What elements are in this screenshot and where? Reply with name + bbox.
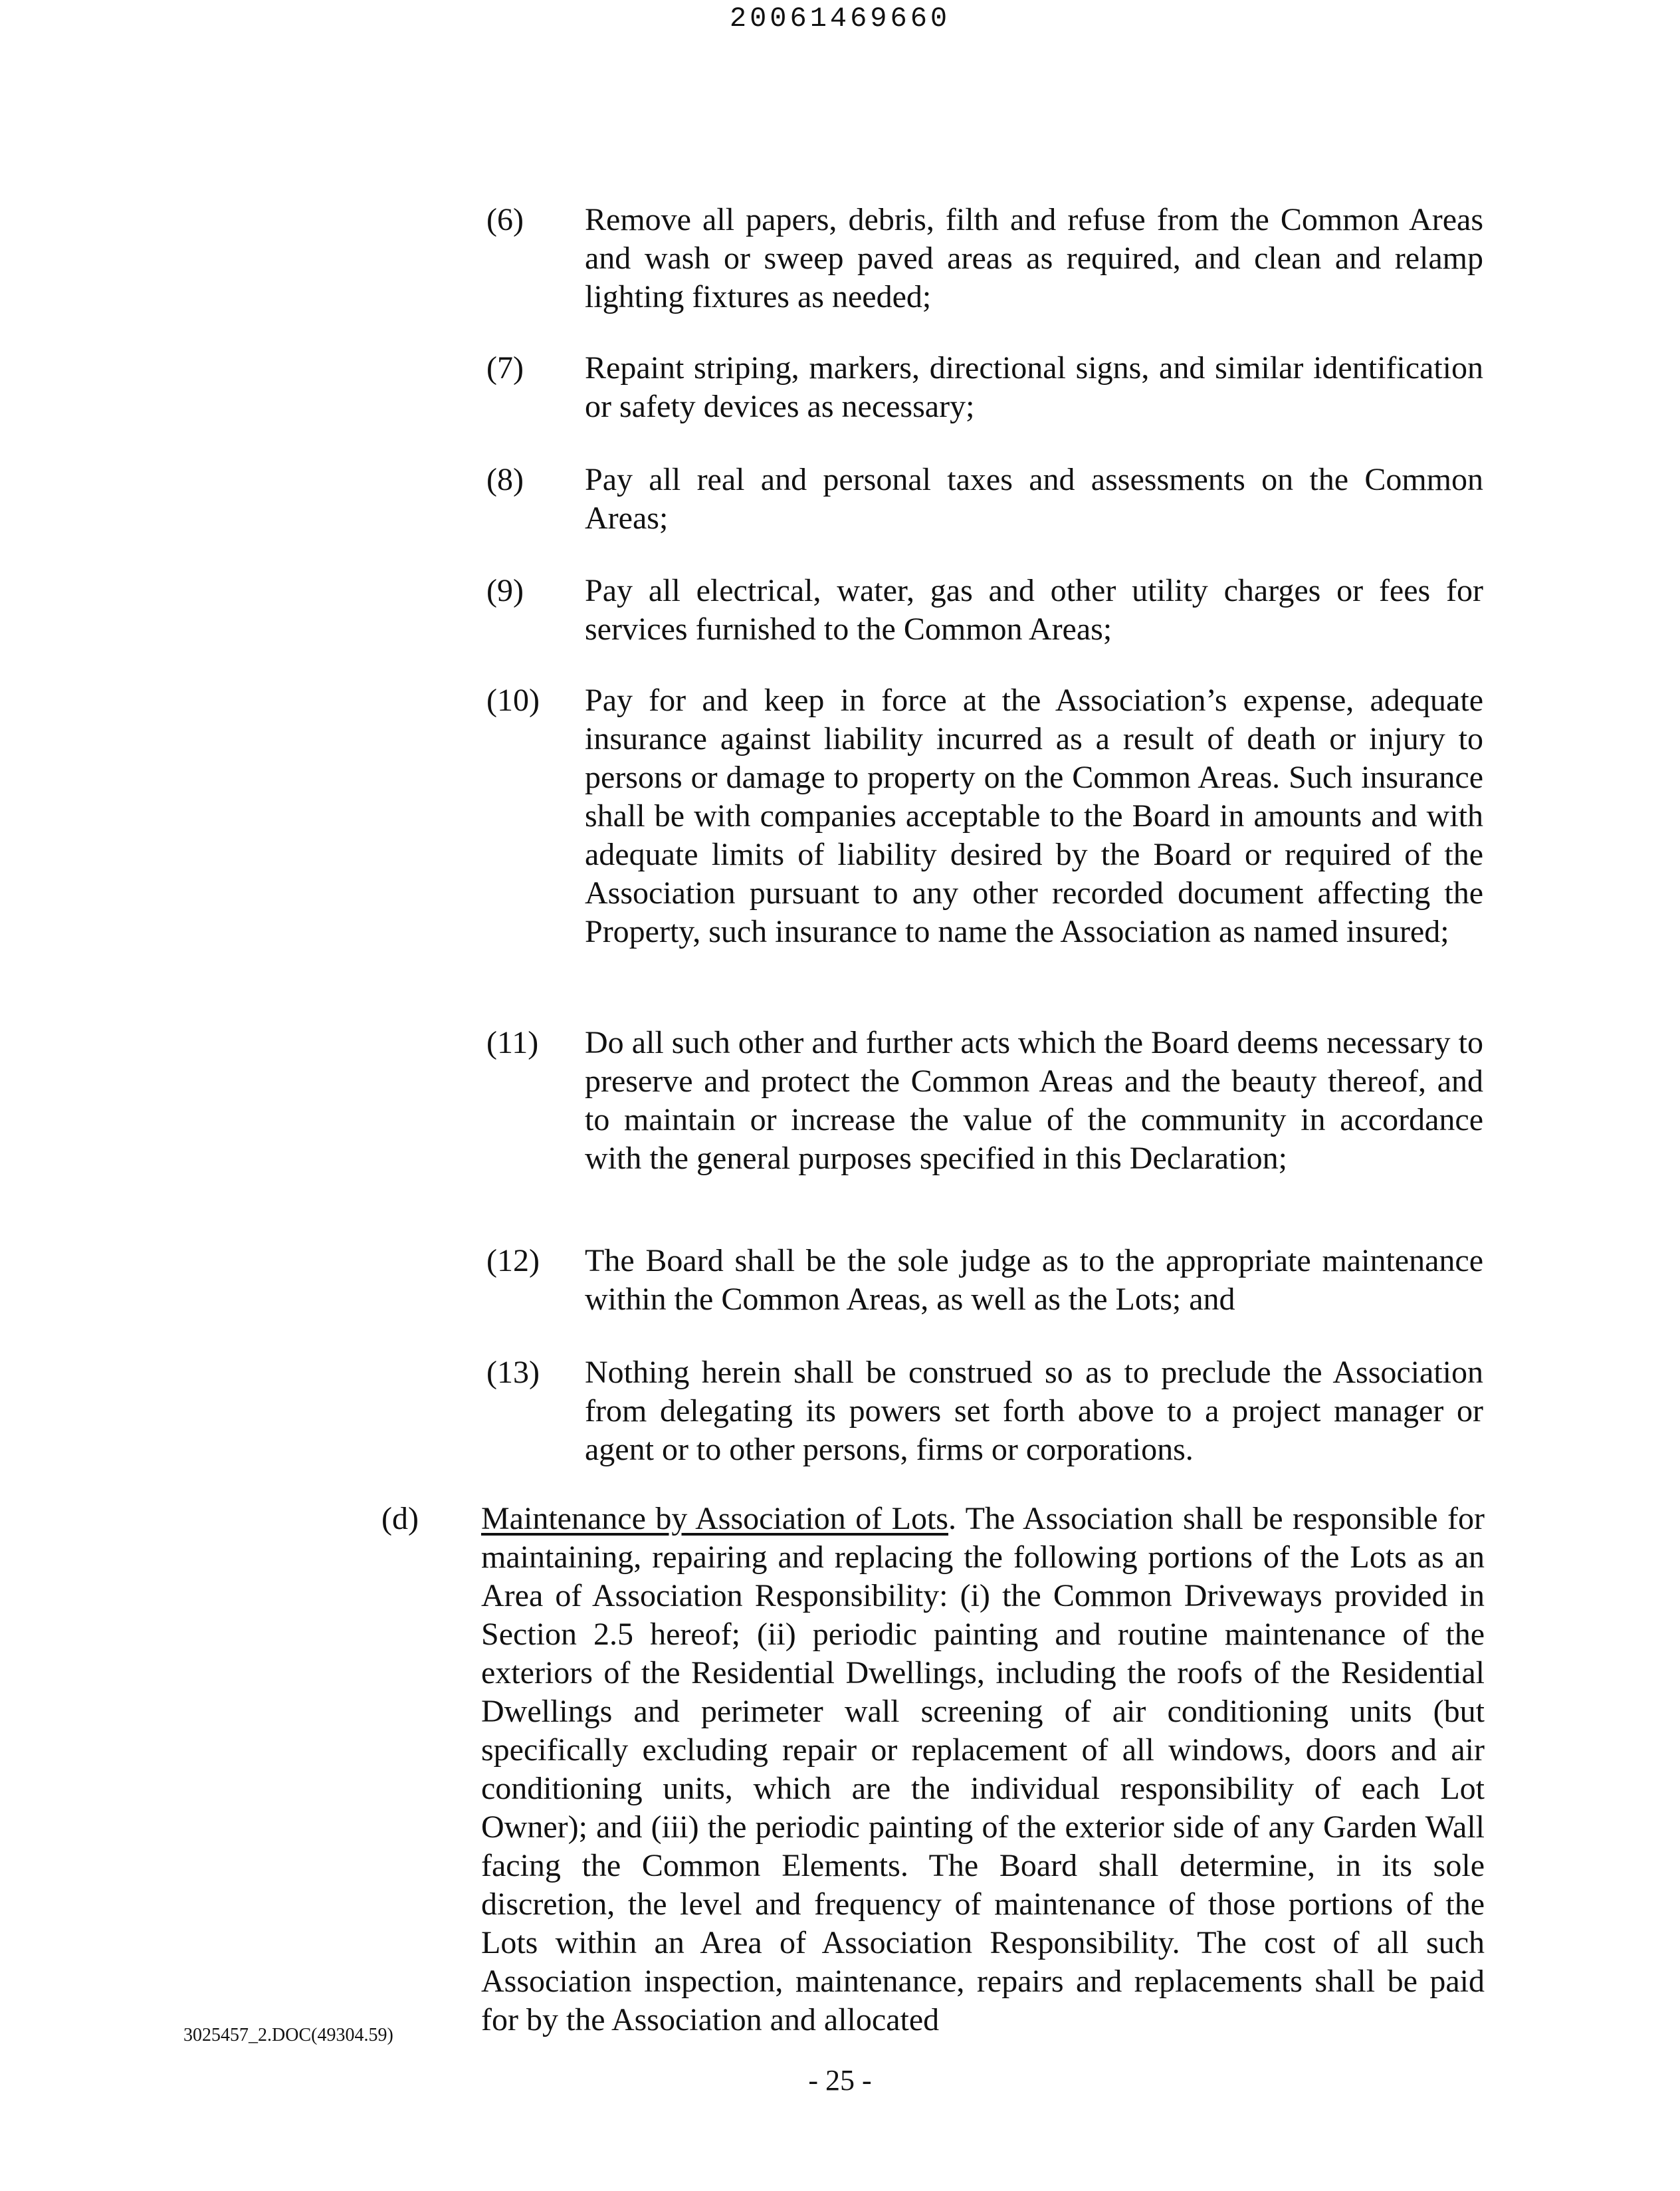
item-text: Pay all electrical, water, gas and other utility charges or fees for services furnished to the Common Areas; xyxy=(585,573,1483,647)
section-d-number: (d) xyxy=(381,1501,419,1536)
section-d-body: The Association shall be responsible for maintaining, repairing and replacing the following portions of the Lots as an Area of Association Responsibility: (i) the Common Driveways provided in Section 2.5 hereof; (ii) periodic painting and routine maintenance of the exteriors of the Residential Dwellings, including the roofs of the Residential Dwellings and perimeter wall screening of air conditioning units (but specifically excluding repair or replacement of all windows, doors and air conditioning units, which are the individual responsibility of each Lot Owner); and (iii) the periodic painting of the exterior side of any Garden Wall facing the Common Elements. The Board shall determine, in its sole discretion, the level and frequency of maintenance of those portions of the Lots within an Area of Association Responsibility. The cost of all such Association inspection, maintenance, repairs and replacements shall be paid for by the Association and allocated xyxy=(481,1501,1485,2037)
item-text: Pay for and keep in force at the Association’s expense, adequate insurance against liability incurred as a result of death or injury to persons or damage to property on the Common Areas. Such insurance shall be with companies acceptable to the Board in amounts and with adequate limits of liability desired by the Board or required of the Association pursuant to any other recorded document affecting the Property, such insurance to name the Association as named insured; xyxy=(585,683,1483,949)
item-number: (7) xyxy=(486,350,524,386)
item-text: Repaint striping, markers, directional signs, and similar identification or safety devices as necessary; xyxy=(585,350,1483,424)
item-text: Remove all papers, debris, filth and refuse from the Common Areas and wash or sweep paved areas as required, and clean and relamp lighting fixtures as needed; xyxy=(585,202,1483,314)
item-text: Nothing herein shall be construed so as to preclude the Association from delegating its powers set forth above to a project manager or agent or to other persons, firms or corporations. xyxy=(585,1355,1483,1467)
item-number: (13) xyxy=(486,1355,540,1390)
item-text: The Board shall be the sole judge as to the appropriate maintenance within the Common Areas, as well as the Lots; and xyxy=(585,1243,1483,1317)
item-text: Pay all real and personal taxes and assessments on the Common Areas; xyxy=(585,462,1483,536)
item-text: Do all such other and further acts which the Board deems necessary to preserve and protect the Common Areas and the beauty thereof, and to maintain or increase the value of the community in accordance with the general purposes specified in this Declaration; xyxy=(585,1025,1483,1176)
item-number: (9) xyxy=(486,573,524,608)
item-number: (10) xyxy=(486,683,540,718)
section-d-text xyxy=(481,1500,1485,2039)
item-number: (12) xyxy=(486,1243,540,1278)
item-number: (6) xyxy=(486,202,524,237)
section-d-heading: Maintenance by Association of Lots xyxy=(481,1501,948,1536)
item-number: (8) xyxy=(486,462,524,497)
item-number: (11) xyxy=(486,1025,539,1060)
section-d-heading-end: . xyxy=(948,1501,956,1536)
footer-doc-code: 3025457_2.DOC(49304.59) xyxy=(183,2025,393,2045)
document-number: 20061469660 xyxy=(729,3,951,35)
page-number: - 25 - xyxy=(808,2064,872,2097)
